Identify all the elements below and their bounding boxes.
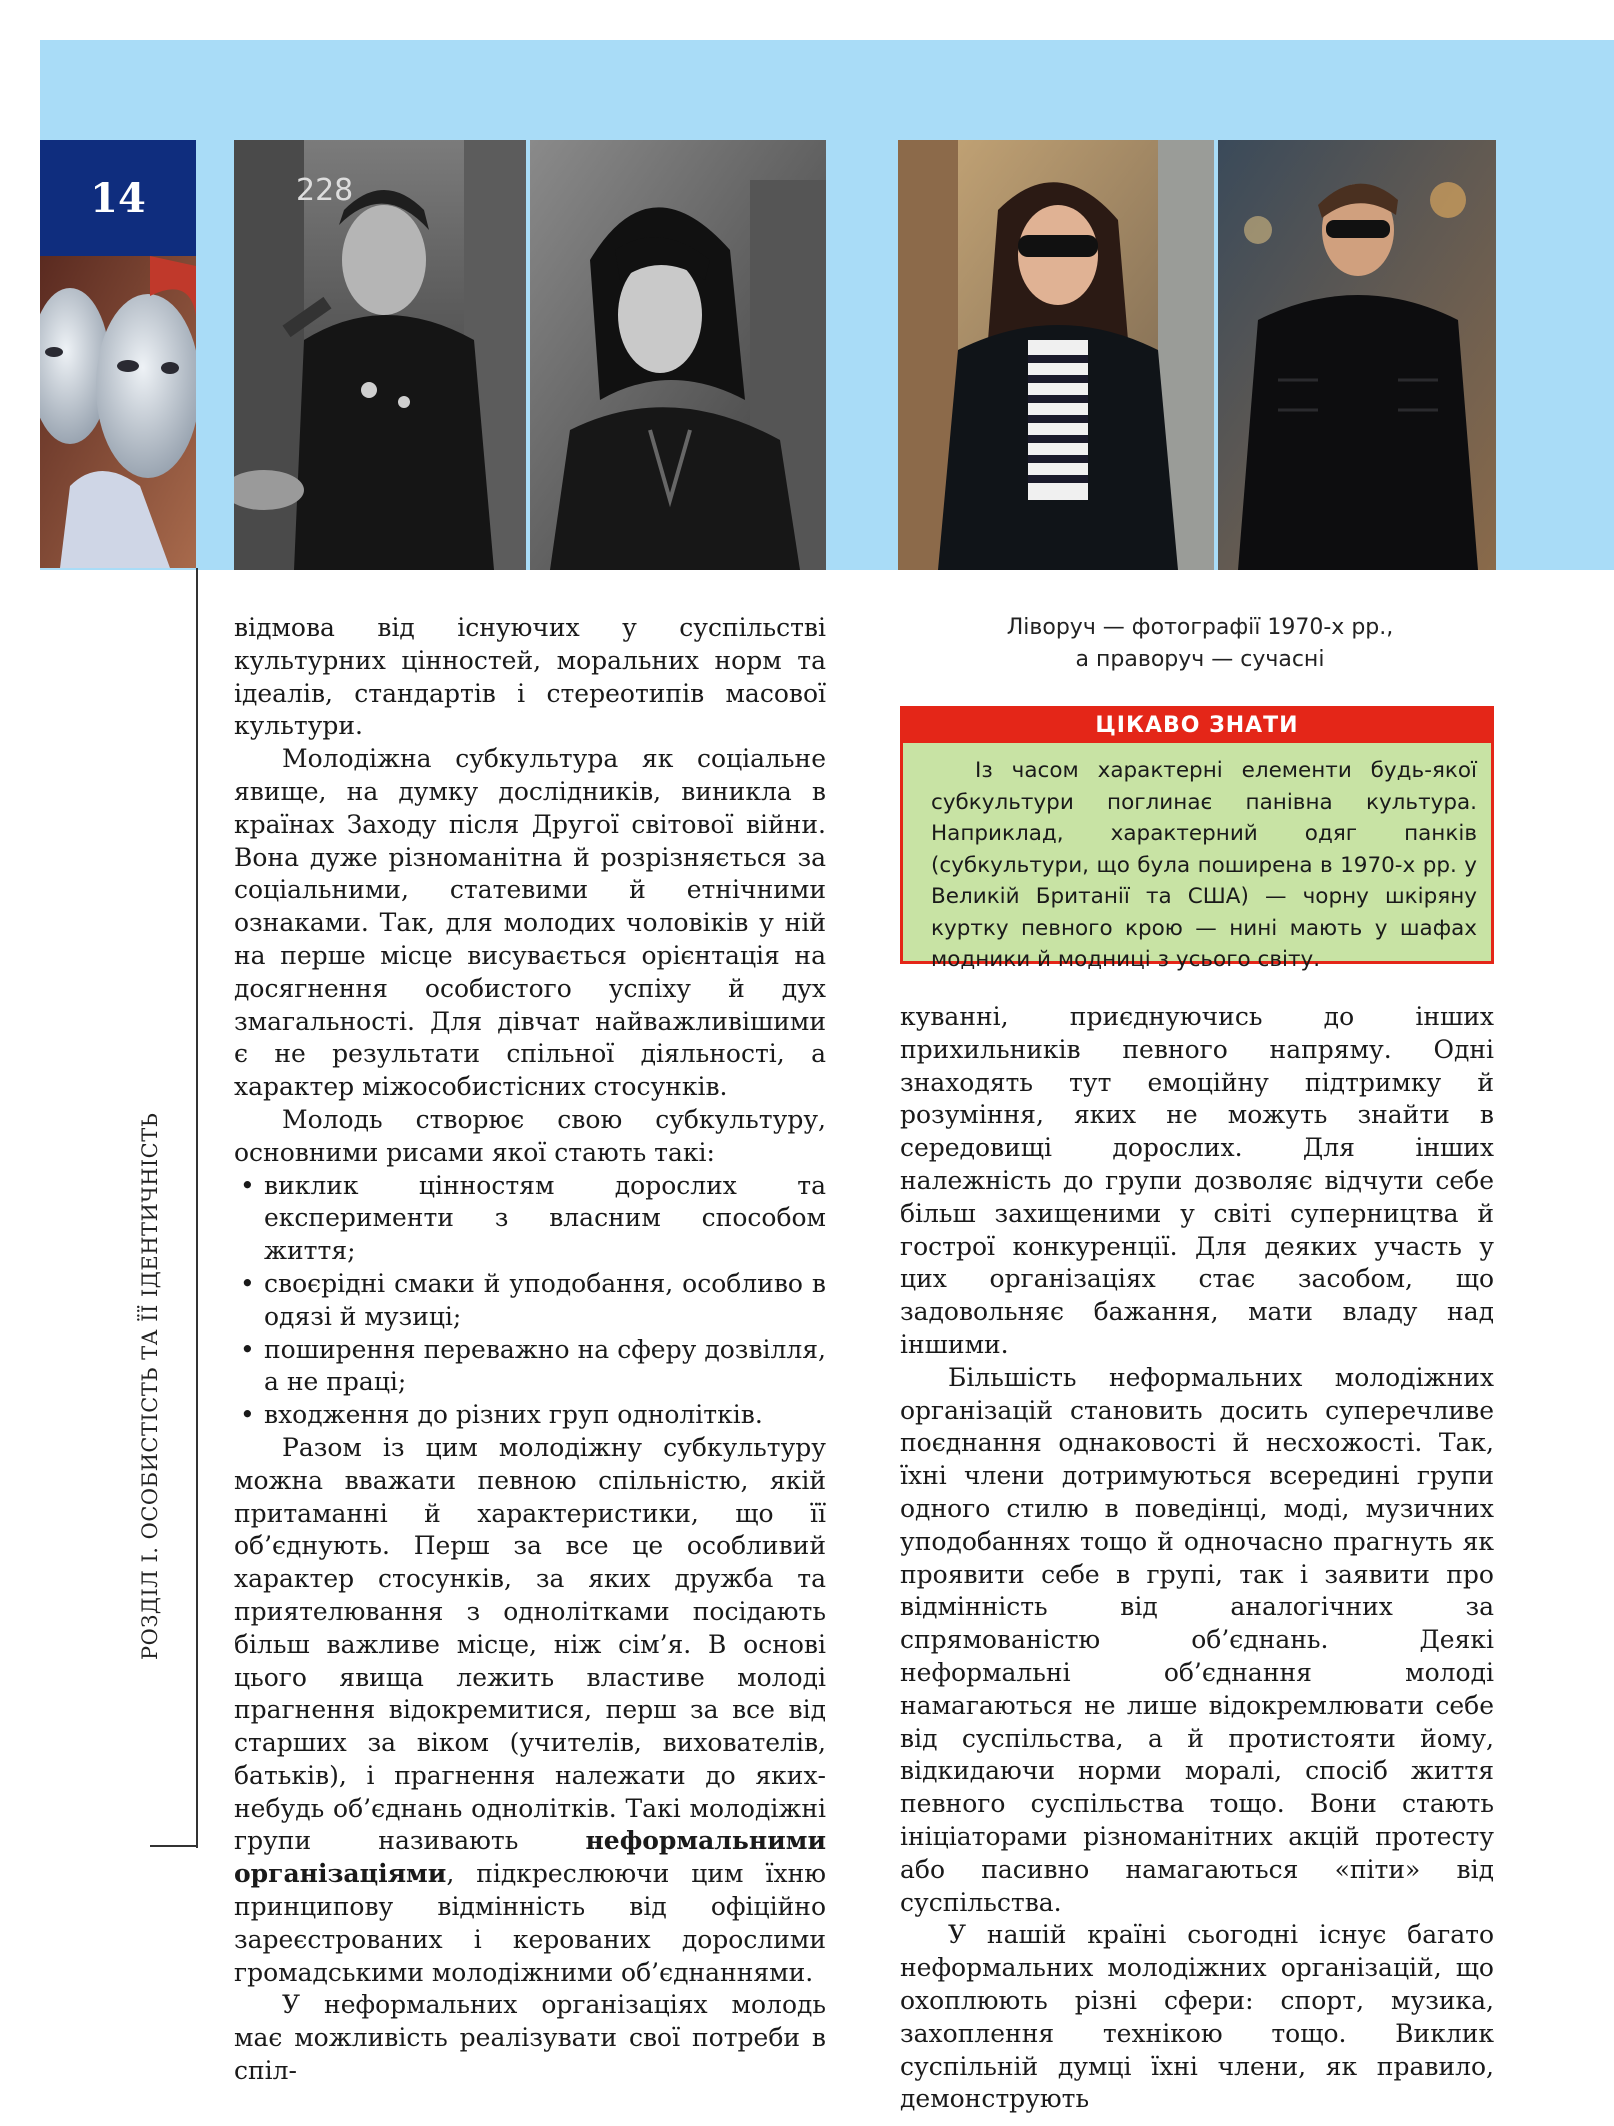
paragraph-text: , підкреслюючи цим їхню принципову відмінність від офіційно зареєстрованих і керованих дорослими громадськими молодіжними об’єднаннями. [234, 1859, 826, 1987]
list-item: • поширення переважно на сферу дозвілля, а не праці; [234, 1334, 826, 1400]
left-column [234, 612, 826, 2088]
paragraph: У нашій країні сьогодні існує багато неформальних молодіжних організацій, що охоплюють різні сфери: спорт, музика, захоплення технікою тощо. Виклик суспільній думці їхні члени, як правило, демонструють [900, 1920, 1494, 2114]
side-rule-foot [150, 1845, 198, 1847]
modern-woman-photo [898, 140, 1214, 570]
paragraph: куванні, приєднуючись до інших прихильників певного напряму. Одні знаходять тут емоційну підтримку й розуміння, яких не можуть знайти в середовищі дорослих. Для інших належність до групи дозволяє відчути себе більш захищеними у світі суперництва й гострої конкуренції. Для деяких участь у цих організаціях стає засобом, що задовольняє бажання, мати владу над іншими. [900, 1002, 1494, 1359]
list-item: • своєрідні смаки й уподобання, особливо в одязі й музиці; [234, 1268, 826, 1334]
caption-line-2: а праворуч — сучасні [1075, 647, 1325, 672]
right-column [900, 1001, 1494, 2116]
paragraph: Більшість неформальних молодіжних організацій становить досить суперечливе поєднання однаковості й несхожості. Так, їхні члени дотримуються всередині групи одного стилю в поведінці, моді, музичних уподобаннях тощо й одночасно прагнуть як проявити себе в групі, так і заявити про відмінність від аналогічних за спрямованістю об’єднань. Деякі неформальні об’єднання молоді намагаються не лише відокремлювати себе від суспільства, а й протистояти йому, відкидаючи норми моралі, спосіб життя певного суспільства тощо. Вони стають ініціаторами різноманітних акцій протесту або пасивно намагаються «піти» від суспільства. [900, 1362, 1494, 1917]
paragraph: Молодь створює свою субкультуру, основними рисами якої стають такі: [234, 1104, 826, 1167]
paragraph: відмова від існуючих у суспільстві культурних цінностей, моральних норм та ідеалів, стандартів і стереотипів масової культури. [234, 613, 826, 741]
page-number: 14 [40, 140, 196, 256]
modern-man-photo [1218, 140, 1496, 570]
paragraph: У неформальних організаціях молодь має можливість реалізувати свої потреби в спіл- [234, 1990, 826, 2086]
section-side-title: РОЗДІЛ І. ОСОБИСТІСТЬ ТА ЇЇ ІДЕНТИЧНІСТЬ [138, 1112, 162, 1660]
punk-singer-photo [234, 140, 526, 570]
paragraph [234, 1432, 826, 1990]
caption-line-1: Ліворуч — фотографії 1970-х рр., [1006, 615, 1394, 640]
punk-woman-illustration [530, 140, 826, 570]
masks-illustration [40, 256, 196, 568]
list-item: • входження до різних груп однолітків. [234, 1399, 826, 1432]
paragraph-text: Разом із цим молодіжну субкультуру можна вважати певною спільністю, якій притаманні й характеристики, що її об’єднують. Перш за все це особливий характер стосунків, за яких дружба та приятелювання з однолітками посідають більш важливе місце, ніж сім’я. В основі цього явища лежить властиве молоді прагнення відокремитися, перш за все від старших за віком (учителів, вихователів, батьків), і прагнення належати до яких-небудь об’єднань однолітків. Такі молодіжні групи називають [234, 1432, 826, 1856]
punk-woman-photo [530, 140, 826, 570]
side-rule [196, 568, 198, 1848]
info-box-title: ЦІКАВО ЗНАТИ [903, 709, 1491, 743]
term-informal-organizations: неформальними організаціями [234, 1826, 826, 1889]
masks-photo [40, 256, 196, 568]
paragraph: Молодіжна субкультура як соціальне явище, на думку дослідників, виникла в країнах Заходу після Другої світової війни. Вона дуже різноманітна й розрізняється за соціальними, статевими й етнічними ознаками. Так, для молодих чоловіків у ній на перше місце висувається орієнтація на досягнення особистого успіху й дух змагальності. Для дівчат найважливішими є не результати спільної діяльності, а характер міжособистісних стосунків. [234, 744, 826, 1102]
modern-man-illustration [1218, 140, 1496, 570]
info-box [900, 706, 1494, 972]
list-item: • виклик цінностям дорослих та експерименти з власним способом життя; [234, 1170, 826, 1268]
punk-singer-illustration [234, 140, 526, 570]
feature-list [234, 1170, 826, 1432]
photo-caption [900, 612, 1500, 676]
modern-woman-illustration [898, 140, 1214, 570]
door-number: 228 [296, 173, 354, 208]
info-box-text: Із часом характерні елементи будь-якої субкультури поглинає панівна культура. Наприклад, характерний одяг панків (субкультури, що була поширена в 1970-х рр. у Великій Британії та США) — чорну шкіряну куртку певного крою — нині мають у шафах модники й модниці з усього світу. [931, 758, 1477, 972]
